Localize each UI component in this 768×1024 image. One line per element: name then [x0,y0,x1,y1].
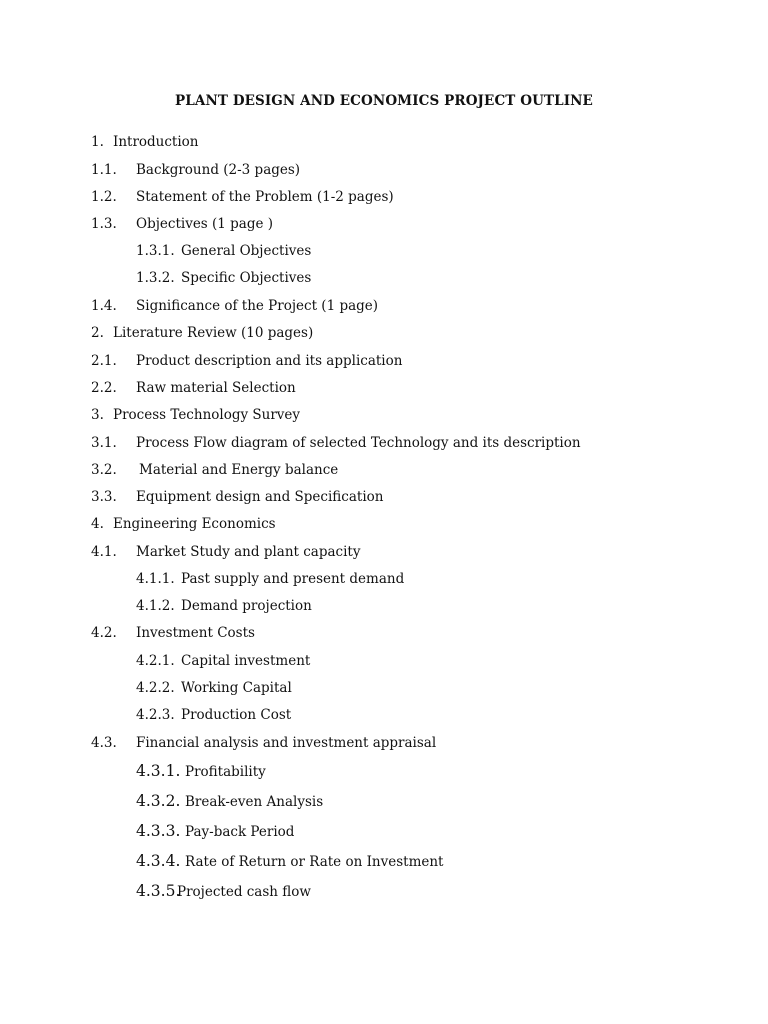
outline-text: General Objectives [181,243,312,259]
outline-number: 4.1.1. [136,571,175,587]
outline-number: 4.1.2. [136,598,175,614]
outline-number: 4.3.4. [136,852,181,870]
outline-text: Past supply and present demand [181,571,405,587]
outline-number: 4.3.2. [136,792,181,810]
outline-number: 3.3. [91,489,117,505]
outline-text: Material and Energy balance [139,462,339,478]
outline-text: Objectives (1 page ) [136,216,274,232]
outline-text: Significance of the Project (1 page) [136,298,379,314]
outline-number: 2.2. [91,380,117,396]
outline-text: Statement of the Problem (1-2 pages) [136,189,394,205]
outline-number: 4.2.3. [136,707,175,723]
outline-text: Equipment design and Specification [136,489,384,505]
outline-text: Introduction [113,134,199,150]
outline-number: 3.2. [91,462,117,478]
outline-text: Pay-back Period [185,824,295,840]
outline-number: 1.3.1. [136,243,175,259]
outline-text: Process Technology Survey [113,407,301,423]
outline-text: Literature Review (10 pages) [113,325,314,341]
outline-number: 4.3.5. [136,882,181,900]
outline-number: 2. [91,325,104,341]
outline-number: 1.3.2. [136,270,175,286]
outline-number: 4.3.3. [136,822,181,840]
outline-text: Specific Objectives [181,270,312,286]
outline-text: Profitability [185,764,266,780]
outline-number: 4.3.1. [136,762,181,780]
outline-text: Demand projection [181,598,312,614]
outline-number: 4.1. [91,544,117,560]
outline-number: 3.1. [91,435,117,451]
outline-number: 1. [91,134,104,150]
outline-text: Market Study and plant capacity [136,544,361,560]
outline-number: 4.2.1. [136,653,175,669]
outline-number: 1.2. [91,189,117,205]
outline-text: Capital investment [181,653,311,669]
outline-number: 4.2.2. [136,680,175,696]
outline-text: Investment Costs [136,625,255,641]
document-title: PLANT DESIGN AND ECONOMICS PROJECT OUTLINE [175,93,593,109]
outline-number: 2.1. [91,353,117,369]
outline-text: Process Flow diagram of selected Technology and its description [136,435,581,451]
outline-text: Production Cost [181,707,292,723]
outline-text: Break-even Analysis [185,794,324,810]
outline-text: Background (2-3 pages) [136,162,301,178]
outline-number: 1.4. [91,298,117,314]
outline-number: 4.3. [91,735,117,751]
outline-number: 4.2. [91,625,117,641]
outline-number: 1.3. [91,216,117,232]
outline-number: 4. [91,516,104,532]
outline-text: Raw material Selection [136,380,296,396]
outline-number: 3. [91,407,104,423]
outline-text: Rate of Return or Rate on Investment [185,854,444,870]
outline-text: Product description and its application [136,353,403,369]
outline-text: Working Capital [181,680,292,696]
outline-text: Financial analysis and investment appraisal [136,735,437,751]
outline-text: Engineering Economics [113,516,276,532]
outline-text: Projected cash flow [177,884,311,900]
outline-number: 1.1. [91,162,117,178]
